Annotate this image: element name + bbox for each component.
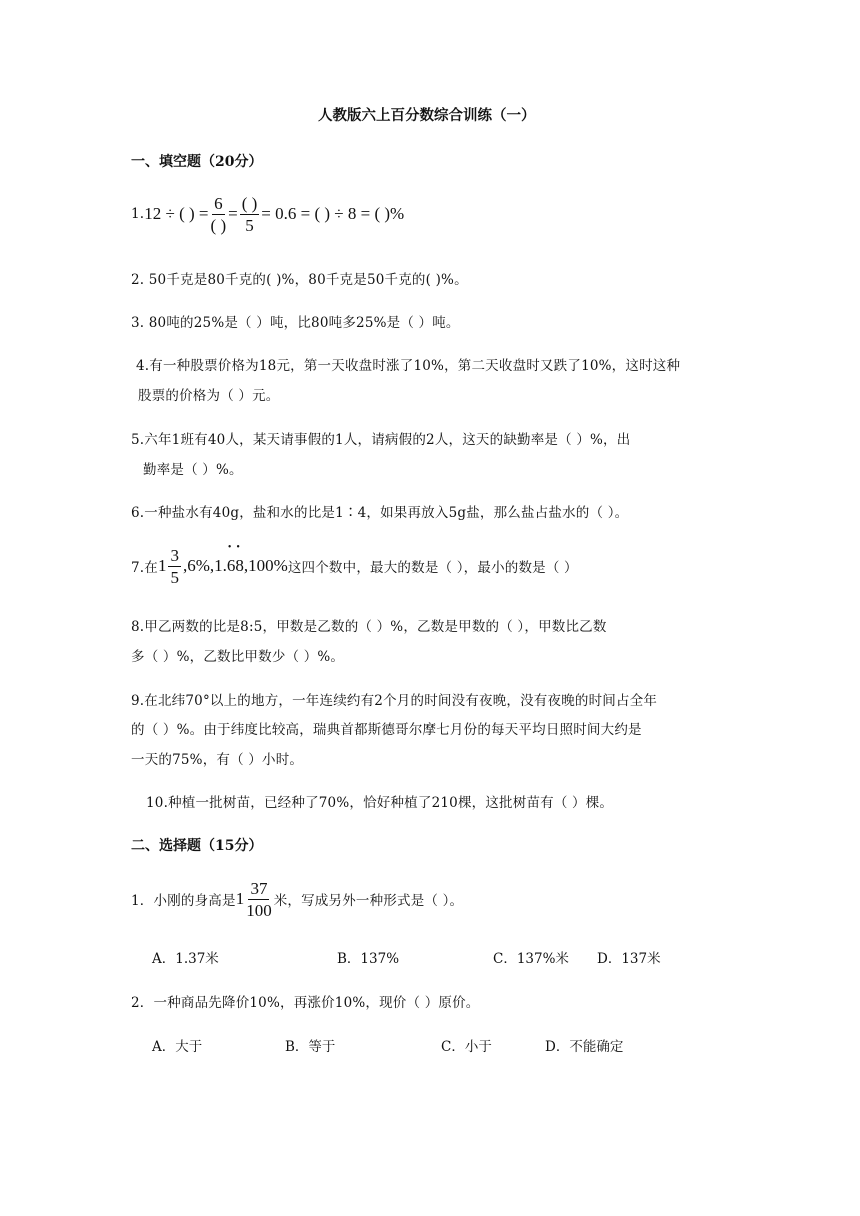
fraction-numerator: ( ) (241, 193, 258, 213)
mixed-number-whole: 1 (157, 556, 167, 575)
number-list-part-a: ,6%,1. (182, 556, 227, 575)
math-expression (144, 194, 404, 235)
option-c: C．137%米 (493, 951, 569, 967)
section-heading-fill-blank: 一、填空题（20分） (131, 154, 263, 170)
choice-question-1-suffix: 米，写成另外一种形式是（ ）。 (273, 893, 464, 909)
fraction-denominator: ( ) (210, 215, 227, 235)
option-b: B．等于 (285, 1039, 336, 1055)
option-b: B．137% (337, 951, 400, 967)
question-5-line-1: 5.六年1班有40人，某天请事假的1人，请病假的2人，这天的缺勤率是（ ）%，出 (131, 432, 631, 448)
choice-question-1-prefix: 1．小刚的身高是 (131, 893, 236, 909)
section-heading-multiple-choice: 二、选择题（15分） (131, 838, 263, 854)
page-title: 人教版六上百分数综合训练（一） (318, 107, 536, 124)
number-list-part-b: ,100% (243, 556, 288, 575)
expr-part-1: 12 ÷ ( ) = (144, 204, 209, 223)
question-7-suffix: 这四个数中，最大的数是（ ），最小的数是（ ） (287, 560, 578, 576)
question-10: 10.种植一批树苗，已经种了70%，恰好种植了210棵，这批树苗有（ ）棵。 (146, 795, 614, 811)
fraction-numerator: 6 (214, 193, 223, 213)
number-list (158, 546, 288, 587)
question-6: 6.一种盐水有40g，盐和水的比是1∶4，如果再放入5g盐，那么盐占盐水的（ ）。 (131, 505, 629, 521)
question-2: 2. 50千克是80千克的( )%，80千克是50千克的( )%。 (131, 272, 468, 288)
option-d: D．137米 (597, 951, 661, 967)
repeating-digit: • 8 (235, 556, 244, 576)
question-9-line-2: 的（ ）%。由于纬度比较高，瑞典首都斯德哥尔摩七月份的每天平均日照时间大约是 (131, 722, 642, 738)
mixed-number-whole: 1 (235, 889, 245, 908)
question-8-line-1: 8.甲乙两数的比是8:5，甲数是乙数的（ ）%，乙数是甲数的（ ），甲数比乙数 (131, 619, 607, 635)
question-5-line-2: 勤率是（ ）%。 (143, 462, 243, 478)
fraction-denominator: 100 (246, 900, 272, 920)
choice-question-1 (131, 874, 463, 924)
question-9-line-3: 一天的75%，有（ ）小时。 (131, 752, 304, 768)
fraction-denominator: 5 (245, 215, 254, 235)
fraction-1 (211, 194, 227, 235)
option-a: A．1.37米 (152, 951, 219, 967)
fraction (246, 879, 272, 920)
option-c: C．小于 (441, 1039, 492, 1055)
question-9-line-1: 9.在北纬70°以上的地方，一年连续约有2个月的时间没有夜晚，没有夜晚的时间占全年 (131, 693, 658, 709)
question-number: 1. (131, 206, 145, 222)
question-4-line-1: 4.有一种股票价格为18元，第一天收盘时涨了10%，第二天收盘时又跌了10%，这时这种 (136, 358, 681, 374)
fraction (168, 546, 181, 587)
option-d: D．不能确定 (545, 1039, 624, 1055)
expr-part-2: = 0.6 = ( ) ÷ 8 = ( )% (261, 204, 405, 223)
equals-sign: = (228, 204, 238, 223)
question-8-line-2: 多（ ）%，乙数比甲数少（ ）%。 (131, 649, 345, 665)
repeating-digit: • 6 (227, 556, 236, 576)
question-7-prefix: 7.在 (131, 560, 158, 576)
question-7 (131, 542, 578, 590)
question-3: 3. 80吨的25%是（ ）吨，比80吨多25%是（ ）吨。 (131, 315, 460, 331)
mixed-number (236, 879, 274, 920)
question-1 (131, 186, 404, 242)
question-4-line-2: 股票的价格为（ ）元。 (138, 388, 280, 404)
fraction-denominator: 5 (170, 567, 179, 587)
choice-question-2: 2．一种商品先降价10%，再涨价10%，现价（ ）原价。 (131, 995, 480, 1011)
fraction-numerator: 3 (170, 545, 179, 565)
fraction-numerator: 37 (250, 878, 268, 898)
option-a: A．大于 (152, 1039, 203, 1055)
fraction-2 (240, 194, 260, 235)
